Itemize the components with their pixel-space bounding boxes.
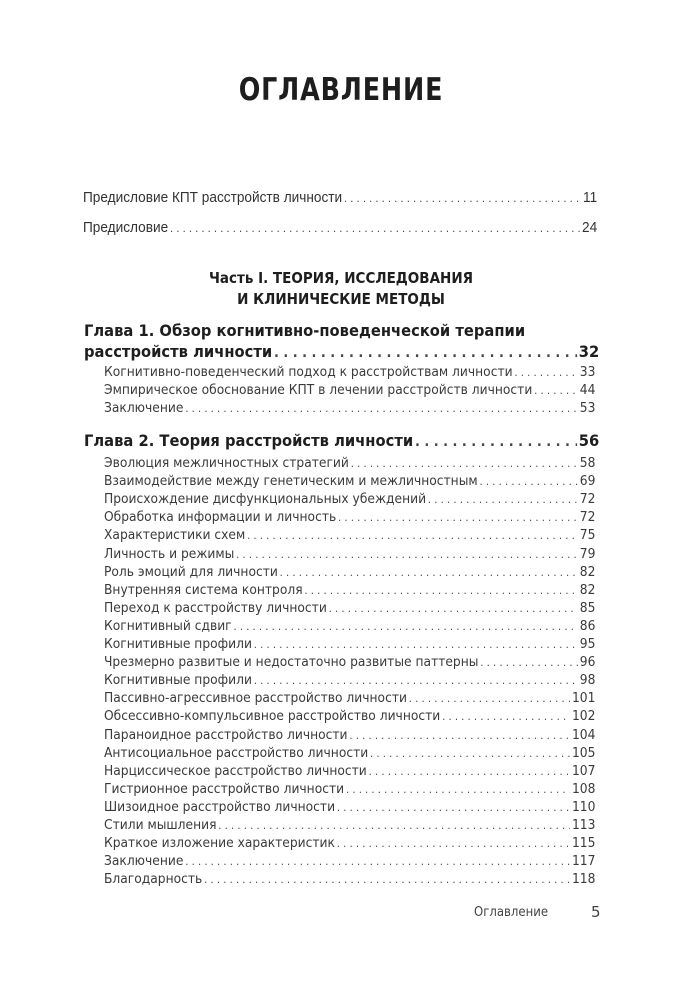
toc-section-label: Заключение: [104, 400, 184, 416]
toc-section-page: 115: [571, 835, 596, 852]
toc-section-page: 113: [571, 817, 596, 833]
toc-section-page: 72: [579, 491, 596, 508]
toc-section-entry[interactable]: [104, 382, 595, 398]
dot-leader: [370, 747, 570, 760]
chapter-2-entry[interactable]: [84, 431, 599, 450]
toc-entry-page: 24: [582, 220, 598, 236]
dot-leader: [346, 783, 570, 796]
dot-leader: [415, 434, 577, 450]
toc-section-entry[interactable]: [104, 509, 595, 525]
toc-section-entry[interactable]: [104, 527, 595, 543]
dot-leader: [204, 873, 570, 886]
dot-leader: [218, 819, 570, 832]
chapter-2-page: 56: [578, 431, 600, 450]
toc-section-entry[interactable]: [104, 817, 595, 833]
toc-section-page: 53: [579, 400, 596, 416]
toc-section-page: 98: [579, 672, 596, 689]
toc-section-page: 105: [571, 744, 596, 761]
toc-section-page: 108: [571, 780, 596, 797]
dot-leader: [233, 620, 577, 633]
toc-section-entry[interactable]: [104, 763, 595, 779]
toc-section-entry[interactable]: [104, 582, 595, 598]
toc-section-page: 33: [579, 364, 596, 380]
toc-section-entry[interactable]: [104, 835, 595, 851]
toc-entry-foreword-cbt[interactable]: [83, 190, 597, 206]
toc-entry-foreword[interactable]: [83, 220, 597, 236]
dot-leader: [247, 529, 578, 542]
toc-section-page: 107: [571, 762, 596, 779]
toc-section-label: Краткое изложение характеристик: [104, 835, 335, 852]
part-heading-line2: И КЛИНИЧЕСКИЕ МЕТОДЫ: [237, 290, 445, 308]
toc-section-label: Эволюция межличностных стратегий: [104, 455, 349, 471]
chapter-2-title: Глава 2. Теория расстройств личности: [84, 431, 414, 450]
toc-section-page: 69: [579, 473, 596, 490]
toc-section-label: Антисоциальное расстройство личности: [104, 744, 369, 761]
running-footer-title: Оглавление: [474, 905, 549, 920]
toc-section-label: Когнитивные профили: [104, 636, 252, 652]
toc-entry-label: Предисловие КПТ расстройств личности: [83, 190, 343, 206]
dot-leader: [428, 493, 578, 506]
toc-section-entry[interactable]: [104, 708, 595, 724]
toc-section-entry[interactable]: [104, 853, 595, 869]
toc-section-label: Происхождение дисфункциональных убеждений: [104, 491, 427, 508]
toc-section-page: 117: [571, 853, 596, 870]
toc-section-page: 95: [579, 636, 596, 652]
dot-leader: [337, 837, 570, 850]
dot-leader: [170, 221, 580, 235]
page-title: ОГЛАВЛЕНИЕ: [238, 72, 444, 108]
toc-section-entry[interactable]: [104, 455, 595, 471]
toc-section-page: 58: [579, 455, 596, 471]
toc-section-page: 102: [571, 708, 596, 725]
toc-entry-label: Предисловие: [83, 220, 169, 236]
toc-section-label: Стили мышления: [104, 817, 217, 833]
chapter-1-entry[interactable]: [84, 342, 599, 361]
toc-section-entry[interactable]: [104, 690, 595, 706]
toc-section-entry[interactable]: [104, 654, 595, 670]
toc-section-label: Чрезмерно развитые и недостаточно развитые паттерны: [104, 654, 479, 671]
toc-section-page: 104: [571, 726, 596, 743]
dot-leader: [338, 511, 578, 524]
toc-section-entry[interactable]: [104, 491, 595, 507]
toc-section-entry[interactable]: [104, 672, 595, 688]
toc-section-page: 85: [579, 599, 596, 616]
toc-section-entry[interactable]: [104, 781, 595, 797]
dot-leader: [274, 345, 577, 361]
dot-leader: [329, 602, 578, 615]
toc-section-page: 75: [579, 527, 596, 544]
toc-section-entry[interactable]: [104, 400, 595, 416]
toc-section-label: Эмпирическое обоснование КПТ в лечении расстройств личности: [104, 382, 533, 398]
toc-section-label: Благодарность: [104, 871, 203, 888]
toc-section-label: Заключение: [104, 853, 184, 870]
dot-leader: [351, 457, 578, 470]
dot-leader: [185, 855, 570, 868]
toc-section-label: Пассивно-агрессивное расстройство личности: [104, 690, 407, 707]
toc-section-label: Обсессивно-компульсивное расстройство личности: [104, 708, 441, 725]
toc-section-entry[interactable]: [104, 727, 595, 743]
toc-section-label: Параноидное расстройство личности: [104, 726, 348, 743]
toc-section-entry[interactable]: [104, 364, 595, 380]
toc-section-entry[interactable]: [104, 564, 595, 580]
toc-section-entry[interactable]: [104, 600, 595, 616]
toc-section-label: Личность и режимы: [104, 545, 235, 562]
dot-leader: [409, 692, 570, 705]
toc-section-label: Переход к расстройству личности: [104, 599, 327, 616]
toc-section-label: Обработка информации и личность: [104, 509, 337, 526]
dot-leader: [236, 548, 578, 561]
part-heading-line1: Часть I. ТЕОРИЯ, ИССЛЕДОВАНИЯ: [208, 269, 474, 287]
toc-entry-page: 11: [583, 190, 598, 206]
toc-section-label: Взаимодействие между генетическим и межличностным: [104, 473, 478, 490]
toc-section-entry[interactable]: [104, 473, 595, 489]
page-number: 5: [591, 903, 601, 921]
chapter-1-title-line1[interactable]: Глава 1. Обзор когнитивно-поведенческой терапии: [84, 321, 526, 340]
toc-section-entry[interactable]: [104, 871, 595, 887]
dot-leader: [337, 801, 570, 814]
dot-leader: [185, 402, 578, 415]
toc-section-entry[interactable]: [104, 745, 595, 761]
toc-section-entry[interactable]: [104, 546, 595, 562]
toc-section-page: 110: [571, 798, 596, 815]
toc-section-label: Когнитивные профили: [104, 672, 252, 689]
toc-section-page: 118: [571, 871, 596, 888]
toc-section-entry[interactable]: [104, 636, 595, 652]
toc-section-label: Когнитивный сдвиг: [104, 617, 232, 634]
dot-leader: [280, 566, 578, 579]
dot-leader: [514, 366, 578, 379]
toc-section-label: Роль эмоций для личности: [104, 563, 278, 580]
toc-section-page: 101: [571, 690, 596, 707]
toc-section-page: 44: [579, 382, 596, 398]
dot-leader: [534, 384, 578, 397]
toc-section-entry[interactable]: [104, 799, 595, 815]
toc-section-label: Шизоидное расстройство личности: [104, 798, 336, 815]
toc-section-page: 96: [579, 654, 596, 671]
toc-section-page: 82: [579, 563, 596, 580]
dot-leader: [254, 638, 578, 651]
dot-leader: [349, 729, 570, 742]
toc-section-label: Характеристики схем: [104, 527, 246, 544]
toc-section-entry[interactable]: [104, 618, 595, 634]
toc-section-label: Когнитивно-поведенческий подход к расстройствам личности: [104, 364, 513, 380]
chapter-1-title-line2: расстройств личности: [84, 342, 273, 361]
dot-leader: [304, 584, 578, 597]
toc-section-page: 82: [579, 581, 596, 598]
dot-leader: [254, 674, 578, 687]
dot-leader: [344, 191, 581, 205]
toc-section-label: Внутренняя система контроля: [104, 581, 303, 598]
toc-section-page: 72: [579, 509, 596, 526]
dot-leader: [442, 710, 570, 723]
dot-leader: [480, 475, 578, 488]
dot-leader: [480, 656, 578, 669]
dot-leader: [369, 765, 571, 778]
chapter-1-page: 32: [578, 342, 600, 361]
part-heading: [0, 268, 682, 310]
toc-section-page: 86: [579, 617, 596, 634]
toc-section-label: Гистрионное расстройство личности: [104, 780, 345, 797]
toc-section-label: Нарциссическое расстройство личности: [104, 762, 367, 779]
toc-section-page: 79: [579, 545, 596, 562]
